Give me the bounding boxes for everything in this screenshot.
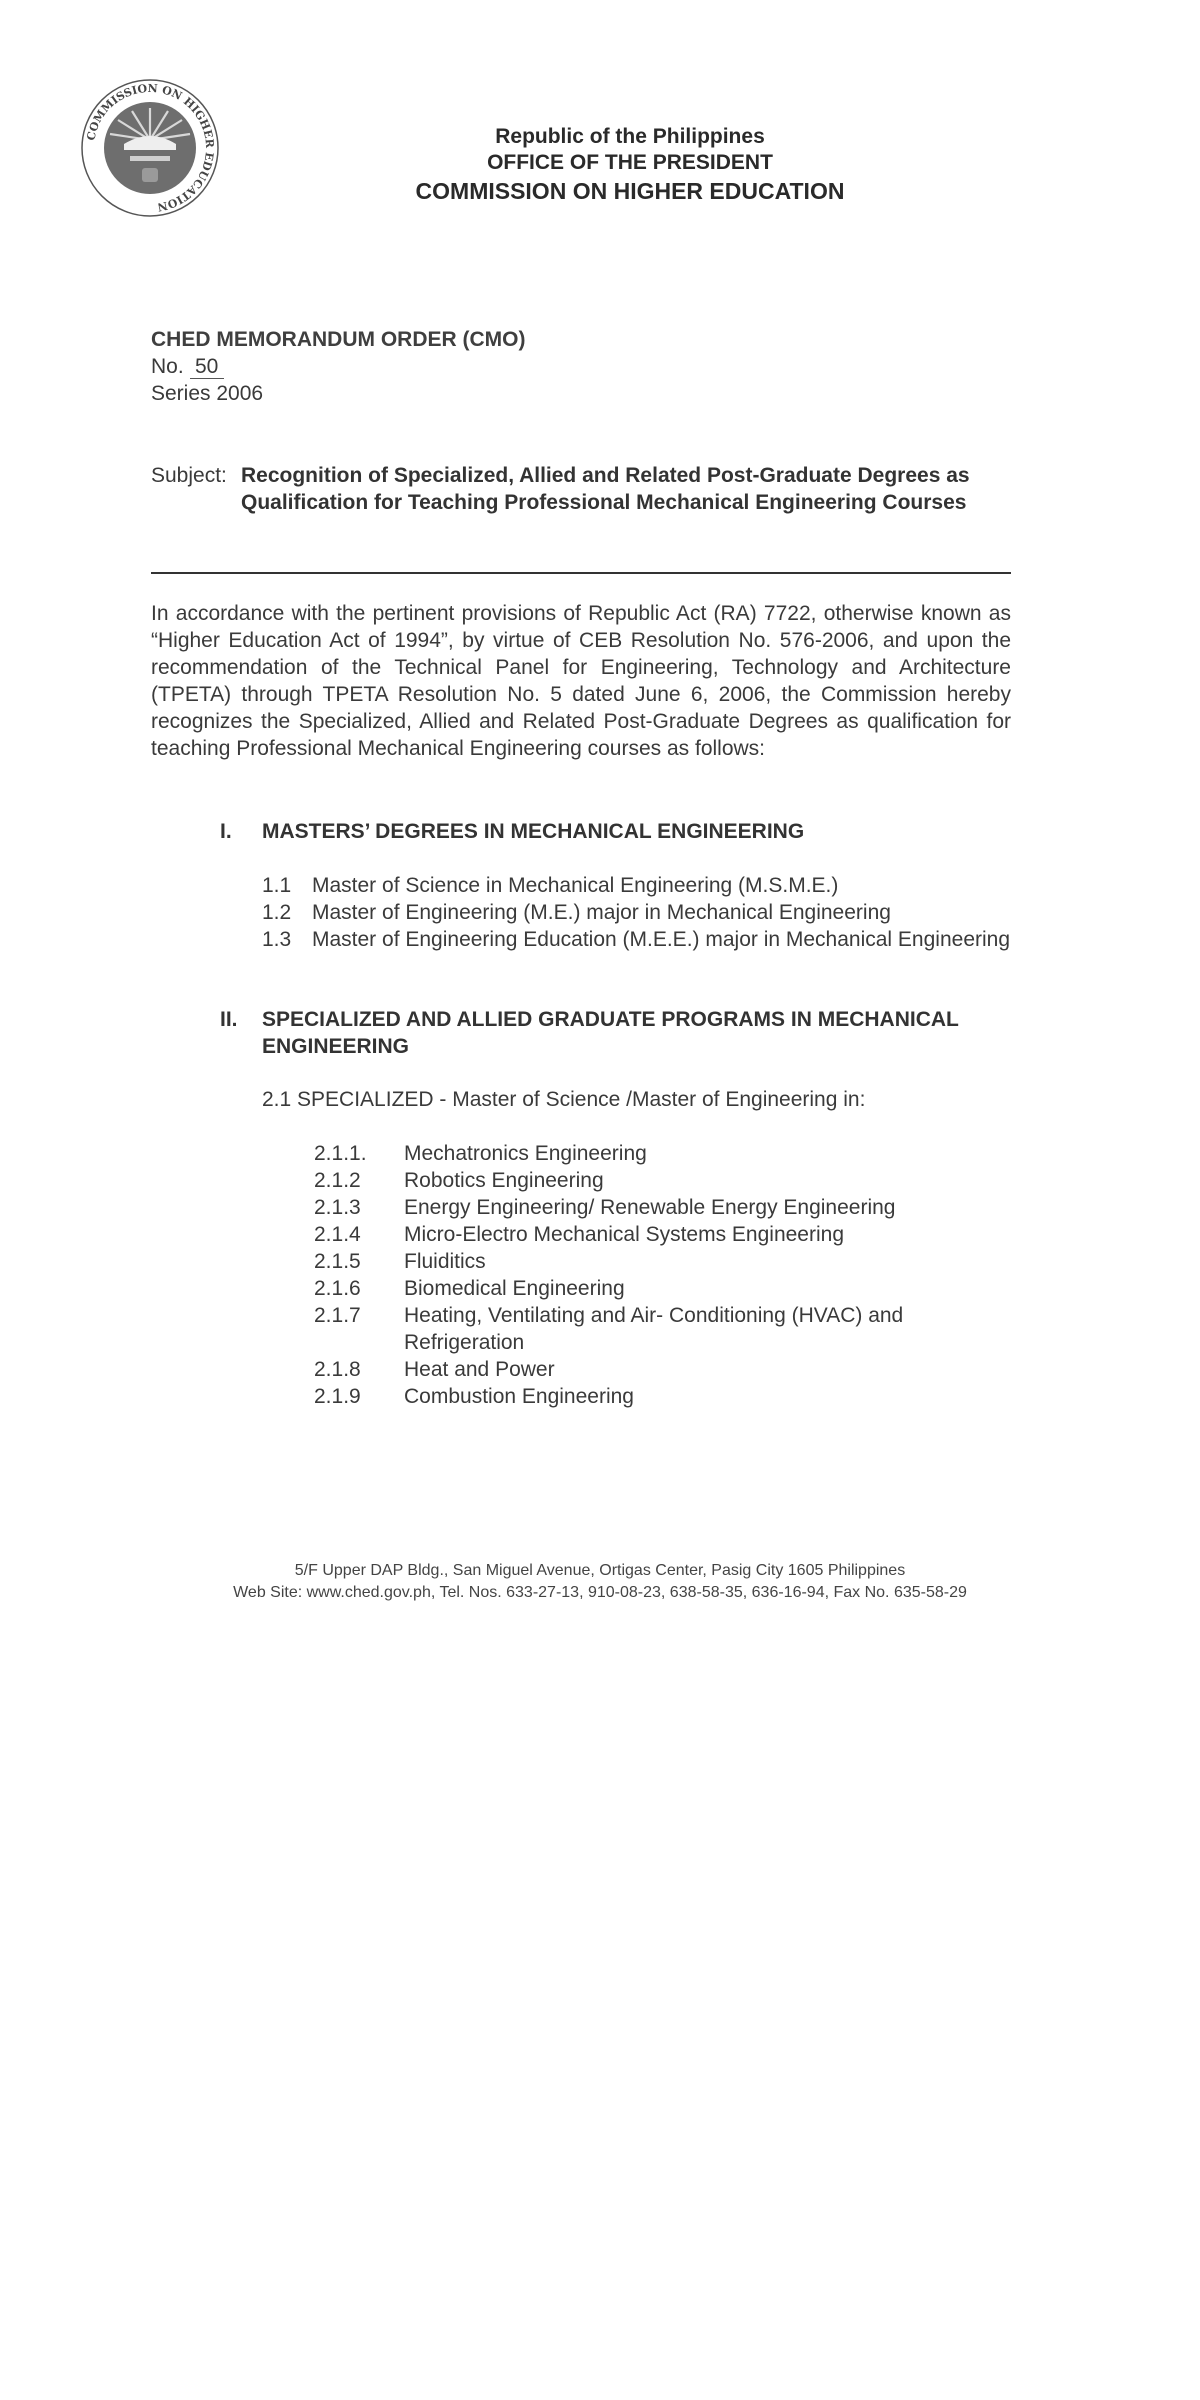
- section-1-list: [262, 872, 1022, 953]
- letterhead: [300, 124, 960, 206]
- list-item: [314, 1248, 1014, 1275]
- footer-contact-line: Web Site: www.ched.gov.ph, Tel. Nos. 633-27-13, 910-08-23, 638-58-35, 636-16-94, Fax No. 635-58-29: [233, 1584, 967, 1601]
- section-2-heading: [220, 1006, 1000, 1060]
- list-item-number: 2.1.7: [314, 1304, 361, 1327]
- memo-number: [151, 353, 525, 380]
- list-item-number: 2.1.3: [314, 1196, 361, 1219]
- svg-text:COMMISSION ON HIGHER EDUCATION: COMMISSION ON HIGHER EDUCATION: [84, 81, 217, 214]
- list-item-number: 2.1.6: [314, 1277, 361, 1300]
- list-item-text: Master of Engineering Education (M.E.E.) major in Mechanical Engineering: [312, 928, 1011, 951]
- list-item-number: 2.1.5: [314, 1250, 361, 1273]
- section-2-list: [314, 1140, 1014, 1410]
- list-item: [314, 1356, 1014, 1383]
- list-item-text: Energy Engineering/ Renewable Energy Engineering: [404, 1196, 896, 1219]
- list-item: [314, 1275, 1014, 1302]
- footer-address-line: 5/F Upper DAP Bldg., San Miguel Avenue, Ortigas Center, Pasig City 1605 Philippines: [294, 1562, 906, 1579]
- ched-seal-logo: [80, 78, 220, 218]
- header-commission: COMMISSION ON HIGHER EDUCATION: [415, 178, 845, 204]
- list-item-text: Robotics Engineering: [404, 1169, 604, 1192]
- section-1-number: I.: [220, 820, 232, 843]
- list-item-number: 2.1.4: [314, 1223, 361, 1246]
- section-1-title: MASTERS’ DEGREES IN MECHANICAL ENGINEERING: [262, 820, 805, 843]
- list-item: [314, 1167, 1014, 1194]
- list-item: [262, 872, 1022, 899]
- list-item-text: Micro-Electro Mechanical Systems Engineering: [404, 1223, 845, 1246]
- seal-graphic: [80, 78, 220, 218]
- list-item-text: Master of Engineering (M.E.) major in Mechanical Engineering: [312, 901, 891, 924]
- list-item-number: 2.1.2: [314, 1169, 361, 1192]
- subject-label: Subject:: [151, 464, 227, 487]
- subject-text: Recognition of Specialized, Allied and Related Post-Graduate Degrees as Qualification for Teaching Professional Mechanical Engineering Courses: [241, 464, 970, 514]
- list-item-number: 2.1.1.: [314, 1142, 367, 1165]
- footer-address: [100, 1560, 1100, 1604]
- divider-line: [151, 572, 1011, 574]
- memo-title: CHED MEMORANDUM ORDER (CMO): [151, 328, 526, 351]
- list-item-text: Fluiditics: [404, 1250, 486, 1273]
- intro-paragraph: In accordance with the pertinent provisions of Republic Act (RA) 7722, otherwise known as “Higher Education Act of 1994”, by virtue of CEB Resolution No. 576-2006, and upon the recommendation of the Technical Panel for Engineering, Technology and Architecture (TPETA) through TPETA Resolution No. 5 dated June 6, 2006, the Commission hereby recognizes the Specialized, Allied and Related Post-Graduate Degrees as qualification for teaching Professional Mechanical Engineering courses as follows:: [151, 602, 1011, 760]
- memo-series: Series 2006: [151, 382, 264, 405]
- list-item-number: 1.2: [262, 901, 292, 924]
- list-item: [262, 899, 1022, 926]
- list-item-text: Mechatronics Engineering: [404, 1142, 647, 1165]
- list-item: [314, 1194, 1014, 1221]
- header-office: OFFICE OF THE PRESIDENT: [487, 151, 773, 174]
- list-item-text: Master of Science in Mechanical Engineering (M.S.M.E.): [312, 874, 839, 897]
- list-item-number: 2.1.8: [314, 1358, 361, 1381]
- header-republic: Republic of the Philippines: [495, 125, 765, 148]
- list-item: [314, 1302, 1014, 1356]
- list-item-text: Heating, Ventilating and Air- Conditioning (HVAC) and Refrigeration: [404, 1304, 904, 1354]
- subject-block: [151, 462, 1011, 516]
- section-2-subheading: 2.1 SPECIALIZED - Master of Science /Master of Engineering in:: [262, 1088, 866, 1111]
- section-2-number: II.: [220, 1008, 238, 1031]
- list-item: [262, 926, 1022, 953]
- list-item-number: 1.1: [262, 874, 292, 897]
- section-2-title: SPECIALIZED AND ALLIED GRADUATE PROGRAMS IN MECHANICAL ENGINEERING: [262, 1008, 959, 1058]
- memo-number-label: No.: [151, 355, 184, 378]
- list-item-text: Combustion Engineering: [404, 1385, 634, 1408]
- list-item-number: 2.1.9: [314, 1385, 361, 1408]
- memo-identification: [151, 326, 525, 407]
- list-item-text: Biomedical Engineering: [404, 1277, 625, 1300]
- list-item: [314, 1383, 1014, 1410]
- list-item: [314, 1140, 1014, 1167]
- memo-number-value: 50: [190, 356, 224, 379]
- list-item: [314, 1221, 1014, 1248]
- section-1-heading: [220, 818, 1000, 845]
- list-item-text: Heat and Power: [404, 1358, 555, 1381]
- list-item-number: 1.3: [262, 928, 292, 951]
